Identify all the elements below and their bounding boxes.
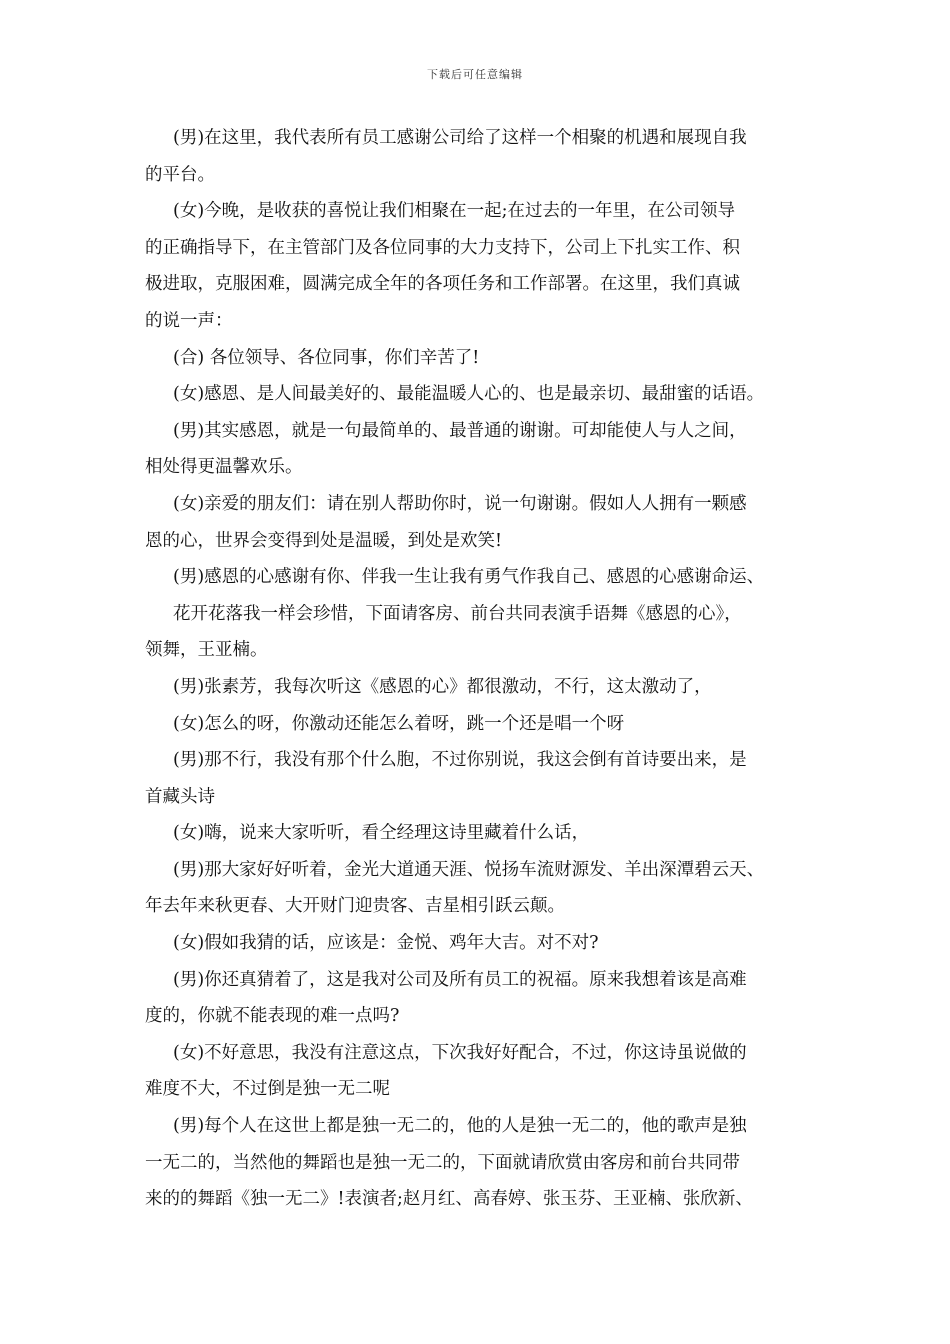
- document-body: [145, 120, 825, 1218]
- text-line: 相处得更温馨欢乐。: [145, 457, 303, 478]
- text-line: (男)那不行，我没有那个什么胞，不过你别说，我这会倒有首诗要出来，是: [173, 750, 747, 771]
- text-line: (女)假如我猜的话，应该是：金悦、鸡年大吉。对不对?: [173, 933, 599, 954]
- text-line: 来的的舞蹈《独一无二》!表演者;赵月红、高春婷、张玉芬、王亚楠、张欣新、: [145, 1189, 753, 1210]
- text-line: 一无二的，当然他的舞蹈也是独一无二的，下面就请欣赏由客房和前台共同带: [145, 1152, 740, 1173]
- text-line: (男)你还真猜着了，这是我对公司及所有员工的祝福。原来我想着该是高难: [173, 969, 747, 990]
- text-line: (女)怎么的呀，你激动还能怎么着呀，跳一个还是唱一个呀: [173, 713, 625, 734]
- text-line: 度的，你就不能表现的难一点吗?: [145, 1006, 400, 1027]
- text-line: (合) 各位领导、各位同事，你们辛苦了!: [173, 347, 480, 368]
- text-line: 年去年来秋更春、大开财门迎贵客、吉星相引跃云颠。: [145, 896, 565, 917]
- text-line: (男)在这里，我代表所有员工感谢公司给了这样一个相聚的机遇和展现自我: [173, 128, 747, 148]
- text-line: (女)嗨，说来大家听听，看仝经理这诗里藏着什么话，: [173, 823, 590, 844]
- text-line: (女)今晚，是收获的喜悦让我们相聚在一起;在过去的一年里，在公司领导: [173, 201, 736, 222]
- page-header: 下载后可任意编辑: [427, 68, 523, 81]
- text-line: (女)感恩、是人间最美好的、最能温暖人心的、也是最亲切、最甜蜜的话语。: [173, 384, 765, 405]
- text-line: (男)张素芳，我每次听这《感恩的心》都很激动，不行，这太激动了，: [173, 676, 712, 697]
- text-line: (男)其实感恩，就是一句最简单的、最普通的谢谢。可却能使人与人之间，: [173, 420, 747, 441]
- text-line: 难度不大，不过倒是独一无二呢: [145, 1079, 390, 1100]
- text-line: 领舞，王亚楠。: [145, 640, 268, 661]
- text-line: (男)每个人在这世上都是独一无二的，他的人是独一无二的，他的歌声是独: [173, 1116, 747, 1137]
- text-line: 花开花落我一样会珍惜，下面请客房、前台共同表演手语舞《感恩的心》，: [173, 603, 742, 624]
- text-line: 极进取，克服困难，圆满完成全年的各项任务和工作部署。在这里，我们真诚: [145, 274, 740, 295]
- text-line: 首藏头诗: [145, 786, 215, 807]
- text-line: (女)不好意思，我没有注意这点，下次我好好配合，不过，你这诗虽说做的: [173, 1042, 747, 1063]
- text-line: 的正确指导下，在主管部门及各位同事的大力支持下，公司上下扎实工作、积: [145, 237, 740, 258]
- text-line: (女)亲爱的朋友们：请在别人帮助你时，说一句谢谢。假如人人拥有一颗感: [173, 493, 747, 514]
- text-line: (男)感恩的心感谢有你、伴我一生让我有勇气作我自己、感恩的心感谢命运、: [173, 567, 765, 588]
- text-line: 的说一声：: [145, 310, 233, 331]
- text-line: 恩的心，世界会变得到处是温暖，到处是欢笑!: [145, 530, 503, 551]
- text-line: 的平台。: [145, 164, 215, 185]
- text-line: (男)那大家好好听着，金光大道通天涯、悦扬车流财源发、羊出深潭碧云天、: [173, 859, 765, 880]
